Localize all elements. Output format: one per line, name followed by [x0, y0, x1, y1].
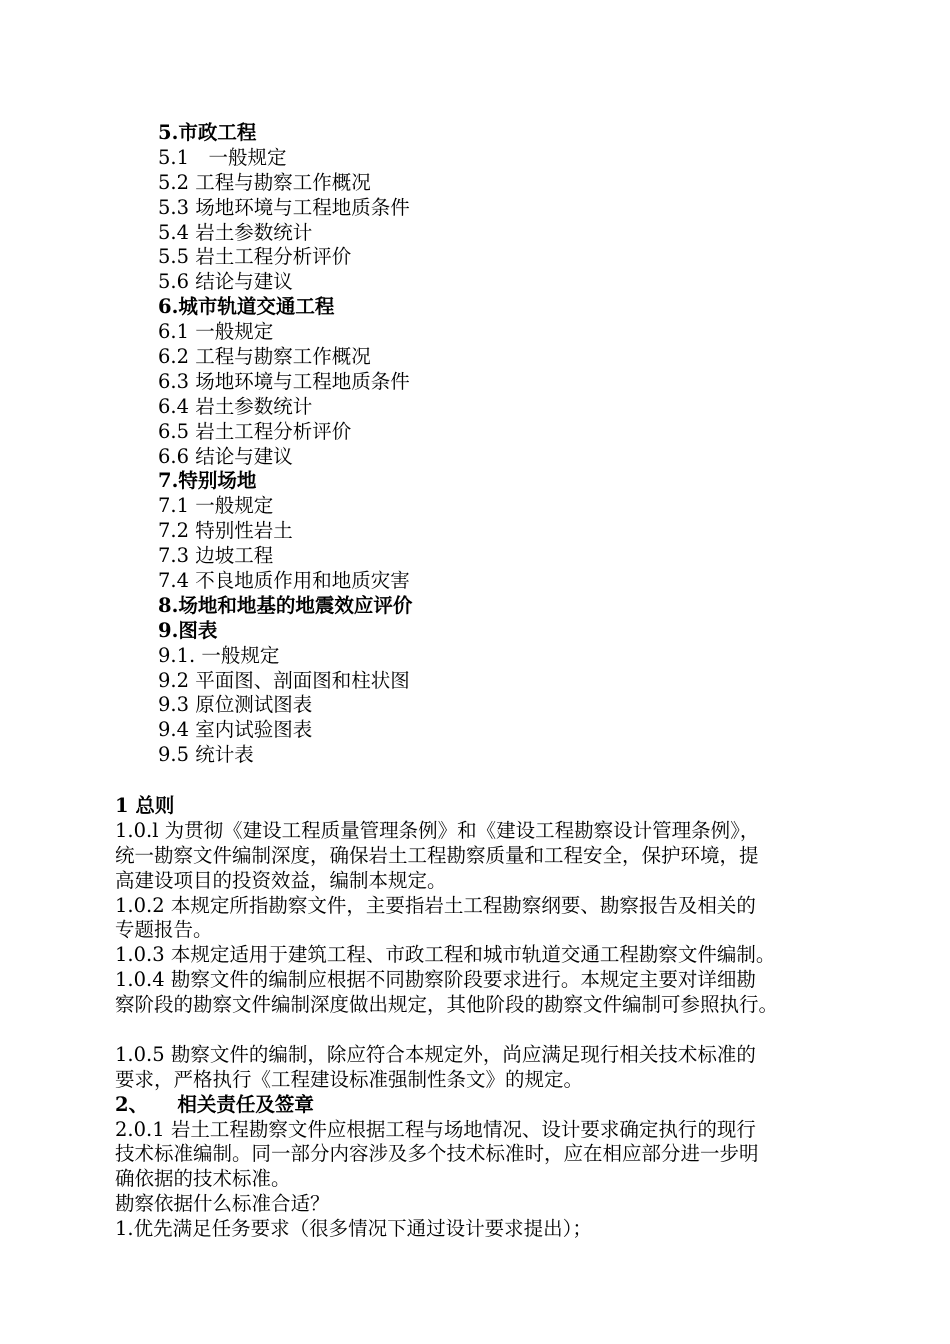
toc-line: 7.3 边坡工程 — [158, 544, 274, 568]
toc-line: 5.6 结论与建议 — [158, 270, 293, 294]
toc-line: 6.5 岩土工程分析评价 — [158, 419, 352, 443]
toc-line: 5.4 岩土参数统计 — [158, 220, 313, 244]
toc-line: 5.3 场地环境与工程地质条件 — [158, 195, 410, 219]
toc-heading: 5.市政工程 — [158, 121, 257, 144]
toc-line: 7.1 一般规定 — [158, 494, 274, 518]
body-line: 1.0.2 本规定所指勘察文件，主要指岩土工程勘察纲要、勘察报告及相关的 — [115, 893, 756, 917]
body-line: 1.0.4 勘察文件的编制应根据不同勘察阶段要求进行。本规定主要对详细勘 — [115, 968, 756, 992]
toc-line: 9.2 平面图、剖面图和柱状图 — [158, 668, 410, 692]
table-of-contents — [158, 121, 718, 768]
toc-line: 5.1 一般规定 — [158, 145, 287, 169]
toc-line: 7.4 不良地质作用和地质灾害 — [158, 569, 410, 593]
toc-line: 5.5 岩土工程分析评价 — [158, 245, 352, 269]
body-line: 1.优先满足任务要求（很多情况下通过设计要求提出）； — [115, 1217, 592, 1241]
body-line: 高建设项目的投资效益，编制本规定。 — [115, 868, 447, 892]
body-line: 1.0.l 为贯彻《建设工程质量管理条例》和《建设工程勘察设计管理条例》， — [115, 818, 760, 842]
document-body — [115, 794, 875, 1242]
toc-line: 7.2 特别性岩土 — [158, 519, 293, 543]
body-line: 1.0.5 勘察文件的编制，除应符合本规定外，尚应满足现行相关技术标准的 — [115, 1042, 756, 1066]
body-line: 统一勘察文件编制深度，确保岩土工程勘察质量和工程安全，保护环境，提 — [115, 843, 759, 867]
body-line: 2.0.1 岩土工程勘察文件应根据工程与场地情况、设计要求确定执行的现行 — [115, 1117, 756, 1141]
toc-line: 9.3 原位测试图表 — [158, 693, 313, 717]
body-line — [115, 1018, 875, 1043]
body-line: 专题报告。 — [115, 918, 213, 942]
toc-line: 6.4 岩土参数统计 — [158, 394, 313, 418]
toc-line: 6.3 场地环境与工程地质条件 — [158, 369, 410, 393]
toc-heading: 9.图表 — [158, 618, 218, 642]
body-line: 技术标准编制。同一部分内容涉及多个技术标准时，应在相应部分进一步明 — [115, 1142, 759, 1166]
toc-heading: 7.特别场地 — [158, 469, 257, 493]
toc-line: 6.1 一般规定 — [158, 320, 274, 344]
body-heading: 2、 相关责任及签章 — [115, 1092, 314, 1116]
toc-line: 6.2 工程与勘察工作概况 — [158, 345, 371, 369]
body-heading: 1 总则 — [115, 794, 175, 817]
body-line: 确依据的技术标准。 — [115, 1167, 291, 1191]
toc-heading: 6.城市轨道交通工程 — [158, 295, 335, 319]
toc-heading: 8.场地和地基的地震效应评价 — [158, 593, 413, 617]
body-line: 要求，严格执行《工程建设标准强制性条文》的规定。 — [115, 1067, 584, 1091]
body-line: 察阶段的勘察文件编制深度做出规定，其他阶段的勘察文件编制可参照执行。 — [115, 993, 779, 1017]
toc-line: 9.1. 一般规定 — [158, 643, 280, 667]
toc-line: 6.6 结论与建议 — [158, 444, 293, 468]
toc-line: 9.5 统计表 — [158, 743, 254, 767]
body-line: 1.0.3 本规定适用于建筑工程、市政工程和城市轨道交通工程勘察文件编制。 — [115, 943, 776, 967]
body-line: 勘察依据什么标准合适？ — [115, 1192, 330, 1216]
toc-line: 5.2 工程与勘察工作概况 — [158, 170, 371, 194]
toc-line: 9.4 室内试验图表 — [158, 718, 313, 742]
